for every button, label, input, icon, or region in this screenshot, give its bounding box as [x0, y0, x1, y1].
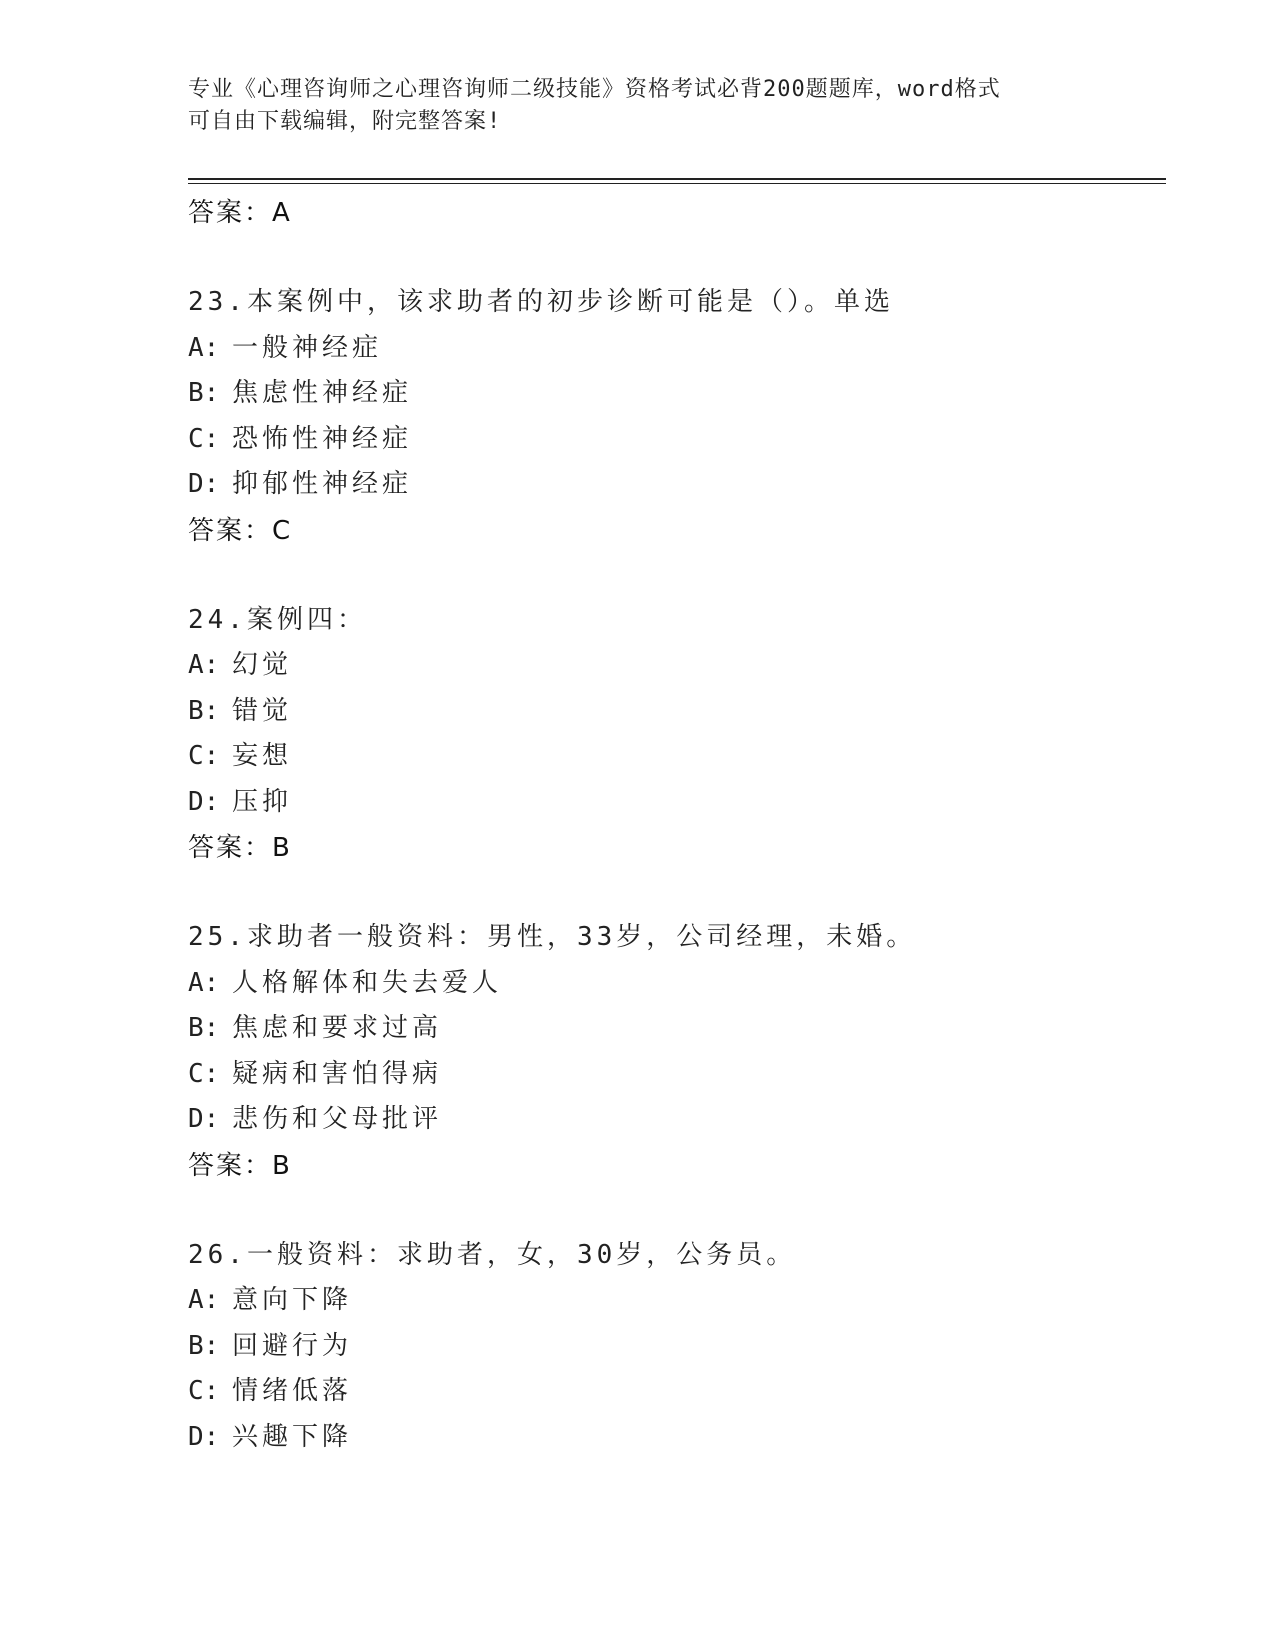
header-divider-thin	[188, 183, 1166, 184]
option-a	[188, 1278, 1168, 1324]
question-23	[188, 280, 1168, 554]
option-letter: C:	[188, 1376, 220, 1406]
option-b	[188, 371, 1168, 417]
option-b	[188, 1324, 1168, 1370]
question-24	[188, 598, 1168, 872]
option-text: 回避行为	[232, 1330, 353, 1361]
answer-line: 答案：B	[188, 1150, 292, 1181]
option-b	[188, 1006, 1168, 1052]
option-letter: D:	[188, 1421, 220, 1452]
header-line-1: 专业《心理咨询师之心理咨询师二级技能》资格考试必背200题题库，word格式	[188, 77, 1001, 102]
option-d	[188, 780, 1168, 826]
header-line-2: 可自由下载编辑，附完整答案!	[188, 109, 502, 134]
option-letter: B:	[188, 1330, 220, 1361]
option-letter: C:	[188, 741, 220, 771]
option-d	[188, 462, 1168, 508]
option-letter: D:	[188, 469, 220, 499]
option-a	[188, 961, 1168, 1007]
option-text: 焦虑性神经症	[232, 378, 413, 408]
option-text: 疑病和害怕得病	[232, 1058, 443, 1089]
option-text: 抑郁性神经症	[232, 469, 413, 499]
option-letter: A:	[188, 1285, 220, 1315]
option-text: 意向下降	[232, 1285, 353, 1315]
option-text: 幻觉	[232, 650, 293, 680]
question-title: 24.案例四：	[188, 604, 367, 635]
answer-line: 答案：C	[188, 515, 293, 546]
option-letter: C:	[188, 423, 220, 454]
option-c	[188, 417, 1168, 463]
question-26	[188, 1233, 1168, 1461]
option-letter: B:	[188, 378, 220, 408]
header-divider-thick	[188, 178, 1166, 180]
option-text: 错觉	[232, 695, 293, 726]
option-text: 人格解体和失去爱人	[232, 967, 503, 998]
option-letter: B:	[188, 695, 220, 726]
option-text: 兴趣下降	[232, 1421, 353, 1452]
option-d	[188, 1415, 1168, 1461]
option-letter: A:	[188, 332, 220, 363]
option-text: 妄想	[232, 741, 293, 771]
option-d	[188, 1097, 1168, 1143]
option-c	[188, 734, 1168, 780]
option-a	[188, 326, 1168, 372]
option-text: 情绪低落	[232, 1376, 353, 1406]
option-c	[188, 1369, 1168, 1415]
option-letter: A:	[188, 967, 220, 998]
question-title: 25.求助者一般资料：男性，33岁，公司经理，未婚。	[188, 922, 917, 952]
option-letter: D:	[188, 1104, 220, 1134]
answer-line: 答案：A	[188, 198, 292, 228]
option-a	[188, 643, 1168, 689]
question-25	[188, 915, 1168, 1189]
option-text: 恐怖性神经症	[232, 423, 413, 454]
question-title: 23.本案例中，该求助者的初步诊断可能是（）。单选	[188, 287, 894, 317]
option-text: 一般神经症	[232, 332, 383, 363]
option-letter: D:	[188, 786, 220, 817]
option-text: 焦虑和要求过高	[232, 1013, 443, 1043]
option-text: 压抑	[232, 786, 293, 817]
document-header	[188, 74, 1088, 138]
option-letter: C:	[188, 1058, 220, 1089]
question-list	[188, 190, 1168, 1460]
option-c	[188, 1052, 1168, 1098]
answer-line: 答案：B	[188, 833, 292, 863]
option-text: 悲伤和父母批评	[232, 1104, 443, 1134]
option-letter: A:	[188, 650, 220, 680]
question-title: 26.一般资料：求助者，女，30岁，公务员。	[188, 1239, 797, 1270]
option-b	[188, 689, 1168, 735]
option-letter: B:	[188, 1013, 220, 1043]
